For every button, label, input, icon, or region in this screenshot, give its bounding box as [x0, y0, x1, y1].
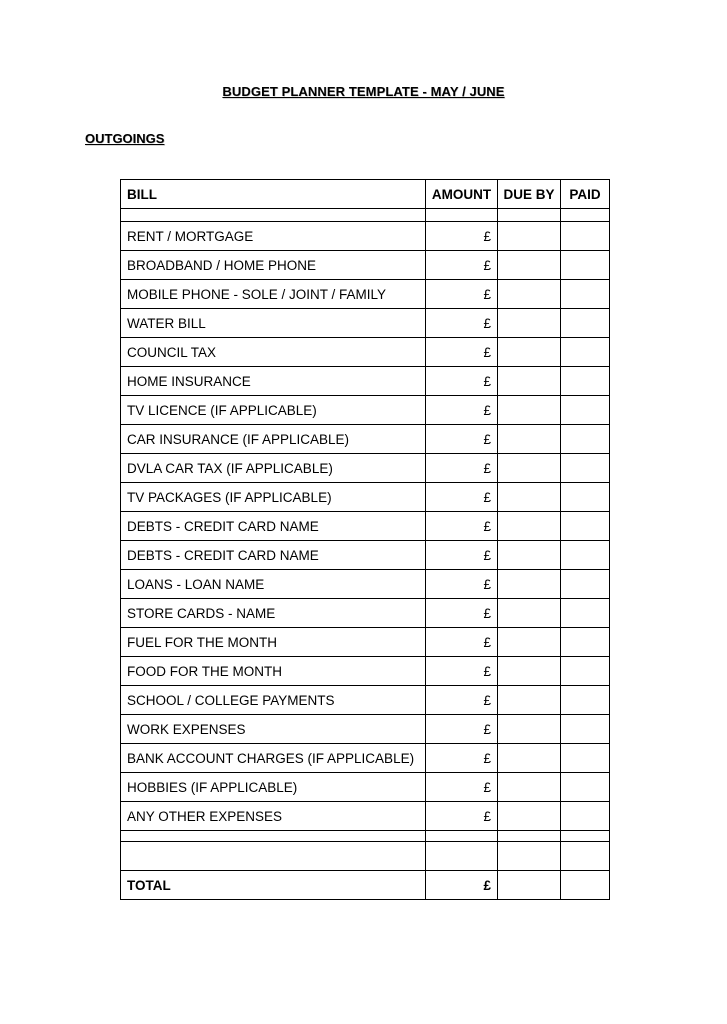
- amount-cell[interactable]: £: [426, 599, 498, 628]
- table-row: [121, 396, 610, 425]
- total-due-by-cell[interactable]: [498, 871, 561, 900]
- due-by-cell[interactable]: [498, 599, 561, 628]
- due-by-cell[interactable]: [498, 628, 561, 657]
- bill-name-cell: CAR INSURANCE (IF APPLICABLE): [121, 425, 426, 454]
- spacer-cell: [426, 209, 498, 222]
- spacer-cell: [561, 209, 610, 222]
- header-bill: BILL: [121, 180, 426, 209]
- amount-cell[interactable]: £: [426, 338, 498, 367]
- spacer-cell: [498, 831, 561, 842]
- bill-name-cell: TV PACKAGES (IF APPLICABLE): [121, 483, 426, 512]
- bill-name-cell: BROADBAND / HOME PHONE: [121, 251, 426, 280]
- section-title-outgoings: OUTGOINGS: [85, 131, 165, 146]
- amount-cell[interactable]: £: [426, 802, 498, 831]
- due-by-cell[interactable]: [498, 367, 561, 396]
- paid-cell[interactable]: [561, 309, 610, 338]
- total-paid-cell[interactable]: [561, 871, 610, 900]
- total-row: [121, 871, 610, 900]
- paid-cell[interactable]: [561, 396, 610, 425]
- paid-cell[interactable]: [561, 425, 610, 454]
- table-header-row: [121, 180, 610, 209]
- due-by-cell[interactable]: [498, 512, 561, 541]
- table-row: [121, 309, 610, 338]
- table-row: [121, 715, 610, 744]
- amount-cell[interactable]: £: [426, 686, 498, 715]
- bill-name-cell: WORK EXPENSES: [121, 715, 426, 744]
- due-by-cell[interactable]: [498, 744, 561, 773]
- table-row: [121, 773, 610, 802]
- paid-cell[interactable]: [561, 599, 610, 628]
- bill-name-cell: SCHOOL / COLLEGE PAYMENTS: [121, 686, 426, 715]
- due-by-cell[interactable]: [498, 802, 561, 831]
- due-by-cell[interactable]: [498, 715, 561, 744]
- spacer-cell: [498, 209, 561, 222]
- amount-cell[interactable]: £: [426, 309, 498, 338]
- blank-row: [121, 842, 610, 871]
- bill-name-cell: COUNCIL TAX: [121, 338, 426, 367]
- due-by-cell[interactable]: [498, 425, 561, 454]
- blank-cell[interactable]: [498, 842, 561, 871]
- due-by-cell[interactable]: [498, 396, 561, 425]
- paid-cell[interactable]: [561, 512, 610, 541]
- bill-name-cell: LOANS - LOAN NAME: [121, 570, 426, 599]
- blank-cell[interactable]: [561, 842, 610, 871]
- amount-cell[interactable]: £: [426, 367, 498, 396]
- document-title: BUDGET PLANNER TEMPLATE - MAY / JUNE: [222, 84, 505, 99]
- bill-name-cell: STORE CARDS - NAME: [121, 599, 426, 628]
- blank-cell[interactable]: [426, 842, 498, 871]
- due-by-cell[interactable]: [498, 454, 561, 483]
- due-by-cell[interactable]: [498, 657, 561, 686]
- table-row: [121, 802, 610, 831]
- table-row: [121, 251, 610, 280]
- spacer-row: [121, 831, 610, 842]
- amount-cell[interactable]: £: [426, 222, 498, 251]
- due-by-cell[interactable]: [498, 483, 561, 512]
- table-row: [121, 425, 610, 454]
- due-by-cell[interactable]: [498, 338, 561, 367]
- amount-cell[interactable]: £: [426, 251, 498, 280]
- amount-cell[interactable]: £: [426, 483, 498, 512]
- table-row: [121, 744, 610, 773]
- bill-name-cell: BANK ACCOUNT CHARGES (IF APPLICABLE): [121, 744, 426, 773]
- amount-cell[interactable]: £: [426, 570, 498, 599]
- table-row: [121, 338, 610, 367]
- due-by-cell[interactable]: [498, 251, 561, 280]
- paid-cell[interactable]: [561, 280, 610, 309]
- table-row: [121, 541, 610, 570]
- spacer-row: [121, 209, 610, 222]
- paid-cell[interactable]: [561, 483, 610, 512]
- paid-cell[interactable]: [561, 802, 610, 831]
- paid-cell[interactable]: [561, 541, 610, 570]
- table-row: [121, 686, 610, 715]
- bill-name-cell: HOBBIES (IF APPLICABLE): [121, 773, 426, 802]
- paid-cell[interactable]: [561, 251, 610, 280]
- due-by-cell[interactable]: [498, 280, 561, 309]
- spacer-cell: [121, 831, 426, 842]
- paid-cell[interactable]: [561, 715, 610, 744]
- table-row: [121, 367, 610, 396]
- total-amount-cell[interactable]: £: [426, 871, 498, 900]
- amount-cell[interactable]: £: [426, 512, 498, 541]
- bill-name-cell: DEBTS - CREDIT CARD NAME: [121, 541, 426, 570]
- table-row: [121, 222, 610, 251]
- amount-cell[interactable]: £: [426, 744, 498, 773]
- table-row: [121, 628, 610, 657]
- amount-cell[interactable]: £: [426, 454, 498, 483]
- due-by-cell[interactable]: [498, 541, 561, 570]
- table-row: [121, 280, 610, 309]
- due-by-cell[interactable]: [498, 222, 561, 251]
- amount-cell[interactable]: £: [426, 541, 498, 570]
- table-row: [121, 454, 610, 483]
- paid-cell[interactable]: [561, 744, 610, 773]
- amount-cell[interactable]: £: [426, 773, 498, 802]
- bill-name-cell: RENT / MORTGAGE: [121, 222, 426, 251]
- amount-cell[interactable]: £: [426, 715, 498, 744]
- spacer-cell: [561, 831, 610, 842]
- table-body: [121, 209, 610, 831]
- table-row: [121, 570, 610, 599]
- due-by-cell[interactable]: [498, 686, 561, 715]
- amount-cell[interactable]: £: [426, 657, 498, 686]
- header-paid: PAID: [561, 180, 610, 209]
- bill-name-cell: FOOD FOR THE MONTH: [121, 657, 426, 686]
- bill-name-cell: DEBTS - CREDIT CARD NAME: [121, 512, 426, 541]
- bill-name-cell: ANY OTHER EXPENSES: [121, 802, 426, 831]
- bill-name-cell: HOME INSURANCE: [121, 367, 426, 396]
- table-row: [121, 483, 610, 512]
- bill-name-cell: WATER BILL: [121, 309, 426, 338]
- paid-cell[interactable]: [561, 367, 610, 396]
- bill-name-cell: TV LICENCE (IF APPLICABLE): [121, 396, 426, 425]
- amount-cell[interactable]: £: [426, 425, 498, 454]
- amount-cell[interactable]: £: [426, 280, 498, 309]
- paid-cell[interactable]: [561, 570, 610, 599]
- paid-cell[interactable]: [561, 657, 610, 686]
- blank-cell[interactable]: [121, 842, 426, 871]
- table-row: [121, 512, 610, 541]
- paid-cell[interactable]: [561, 222, 610, 251]
- paid-cell[interactable]: [561, 773, 610, 802]
- bill-name-cell: FUEL FOR THE MONTH: [121, 628, 426, 657]
- due-by-cell[interactable]: [498, 309, 561, 338]
- due-by-cell[interactable]: [498, 570, 561, 599]
- amount-cell[interactable]: £: [426, 628, 498, 657]
- bill-name-cell: DVLA CAR TAX (IF APPLICABLE): [121, 454, 426, 483]
- spacer-cell: [426, 831, 498, 842]
- amount-cell[interactable]: £: [426, 396, 498, 425]
- table-row: [121, 657, 610, 686]
- paid-cell[interactable]: [561, 454, 610, 483]
- bill-name-cell: MOBILE PHONE - SOLE / JOINT / FAMILY: [121, 280, 426, 309]
- total-label: TOTAL: [121, 871, 426, 900]
- header-amount: AMOUNT: [426, 180, 498, 209]
- paid-cell[interactable]: [561, 686, 610, 715]
- paid-cell[interactable]: [561, 338, 610, 367]
- header-due-by: DUE BY: [498, 180, 561, 209]
- outgoings-table: [120, 179, 610, 900]
- due-by-cell[interactable]: [498, 773, 561, 802]
- paid-cell[interactable]: [561, 628, 610, 657]
- table-row: [121, 599, 610, 628]
- spacer-cell: [121, 209, 426, 222]
